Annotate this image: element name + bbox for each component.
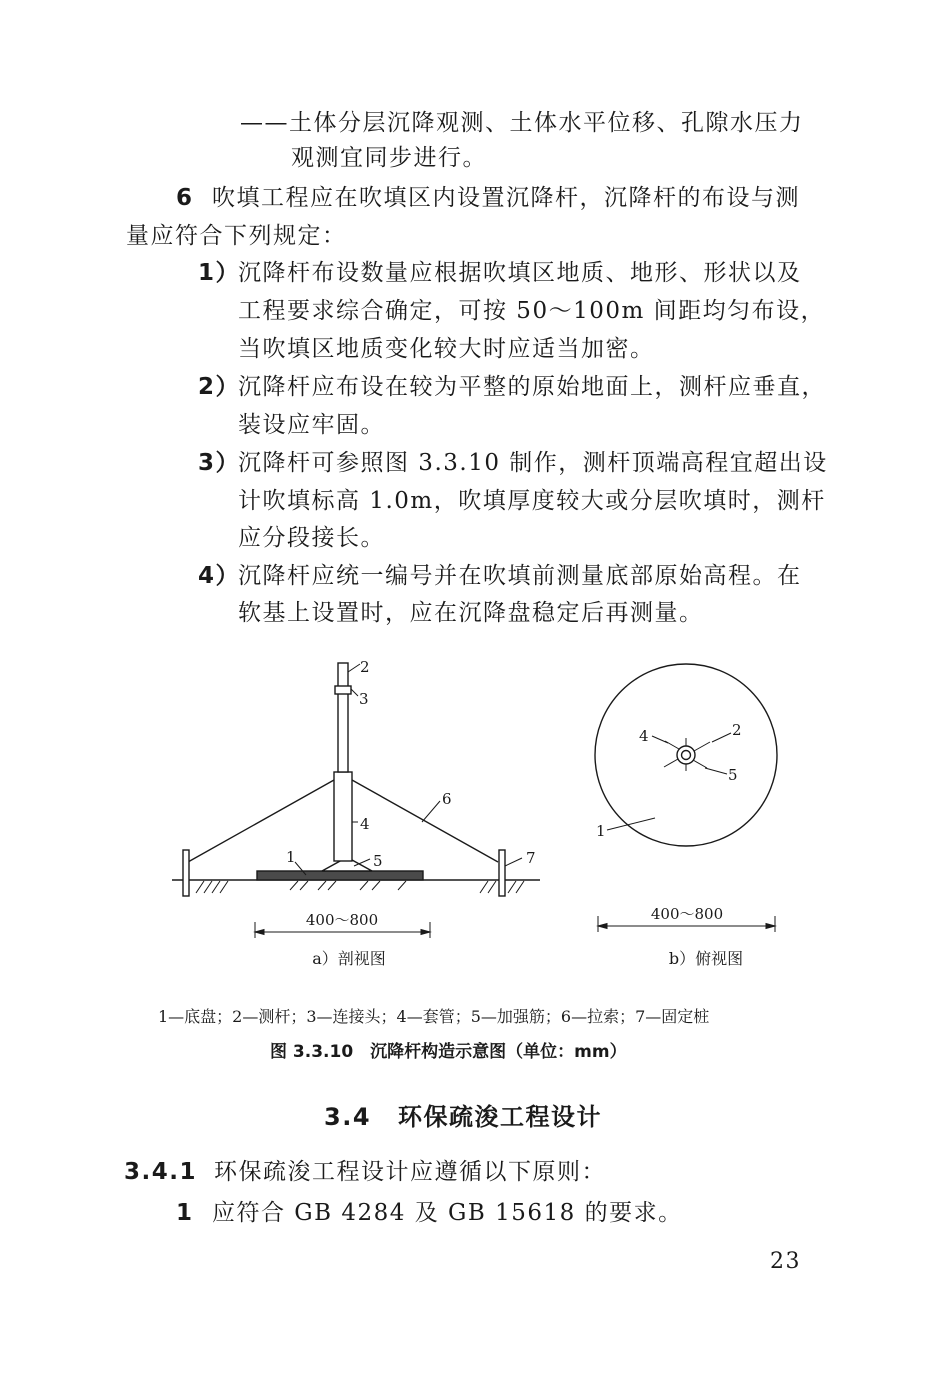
subitem-3-line: 应分段接长。	[238, 525, 385, 551]
subitem-3-number: 3）	[198, 450, 241, 476]
label-sleeve-plan: 4	[639, 727, 649, 745]
subitem-2-number: 2）	[198, 374, 241, 400]
item-6-number: 6	[176, 185, 194, 211]
label-anchor-pile: 7	[526, 849, 536, 867]
label-connector: 3	[359, 690, 369, 708]
stay-cable-right	[352, 780, 498, 862]
dimension-text-left: 400～800	[305, 911, 379, 929]
stay-cable-left	[188, 780, 334, 862]
page-number: 23	[770, 1249, 801, 1274]
figure-legend: 1—底盘；2—测杆；3—连接头；4—套管；5—加强筋；6—拉索；7—固定桩	[158, 1007, 710, 1026]
caption-section-view: a）剖视图	[312, 949, 386, 968]
label-sleeve: 4	[360, 815, 370, 833]
label-base-plate-plan: 1	[596, 822, 606, 840]
subitem-1-line: 工程要求综合确定，可按 50～100m 间距均匀布设，	[238, 298, 826, 324]
subitem-3-line: 计吹填标高 1.0m，吹填厚度较大或分层吹填时，测杆	[238, 488, 826, 514]
subitem-1-line: 当吹填区地质变化较大时应适当加密。	[238, 336, 655, 362]
section-title: 环保疏浚工程设计	[398, 1103, 602, 1131]
anchor-pile-right	[499, 850, 505, 896]
anchor-pile-left	[183, 850, 189, 896]
clause-item-1-text: 应符合 GB 4284 及 GB 15618 的要求。	[212, 1200, 683, 1226]
section-number: 3.4	[324, 1103, 372, 1131]
subitem-1-line: 沉降杆布设数量应根据吹填区地质、地形、形状以及	[238, 260, 802, 286]
figure-title: 图 3.3.10 沉降杆构造示意图（单位：mm）	[270, 1042, 627, 1062]
rod-plan	[682, 751, 691, 760]
item-6-line-1: 吹填工程应在吹填区内设置沉降杆，沉降杆的布设与测	[212, 185, 800, 211]
subitem-1-number: 1）	[198, 260, 241, 286]
clause-number: 3.4.1	[124, 1159, 197, 1185]
clause-text: 环保疏浚工程设计应遵循以下原则：	[214, 1159, 606, 1185]
dimension-text-right: 400～800	[650, 905, 724, 923]
stiffener-ribs-plan	[664, 738, 710, 771]
label-stay-cable: 6	[442, 790, 452, 808]
caption-plan-view: b）俯视图	[668, 949, 744, 968]
subitem-3-line: 沉降杆可参照图 3.3.10 制作，测杆顶端高程宜超出设	[238, 450, 828, 476]
subitem-2-line: 沉降杆应布设在较为平整的原始地面上，测杆应垂直，	[238, 374, 826, 400]
label-stiffener-plan: 5	[728, 766, 738, 784]
base-plate	[257, 871, 423, 880]
label-rod-plan: 2	[732, 721, 742, 739]
dash-item-line-2: 观测宜同步进行。	[291, 145, 487, 171]
label-measuring-rod: 2	[360, 658, 370, 676]
sleeve	[334, 772, 352, 861]
base-plate-plan	[595, 664, 777, 846]
subitem-4-line: 沉降杆应统一编号并在吹填前测量底部原始高程。在	[238, 563, 802, 589]
item-6-line-2: 量应符合下列规定：	[126, 223, 347, 249]
subitem-4-line: 软基上设置时，应在沉降盘稳定后再测量。	[238, 600, 704, 626]
dash-item-line-1: ——土体分层沉降观测、土体水平位移、孔隙水压力	[240, 110, 804, 136]
measuring-rod	[338, 663, 348, 772]
label-stiffener: 5	[373, 852, 383, 870]
connector	[335, 686, 351, 694]
ground-hatch	[196, 881, 524, 893]
subitem-2-line: 装设应牢固。	[238, 412, 385, 438]
subitem-4-number: 4）	[198, 563, 241, 589]
label-base-plate: 1	[286, 848, 296, 866]
clause-item-1-number: 1	[176, 1200, 194, 1226]
sleeve-plan	[677, 746, 695, 764]
